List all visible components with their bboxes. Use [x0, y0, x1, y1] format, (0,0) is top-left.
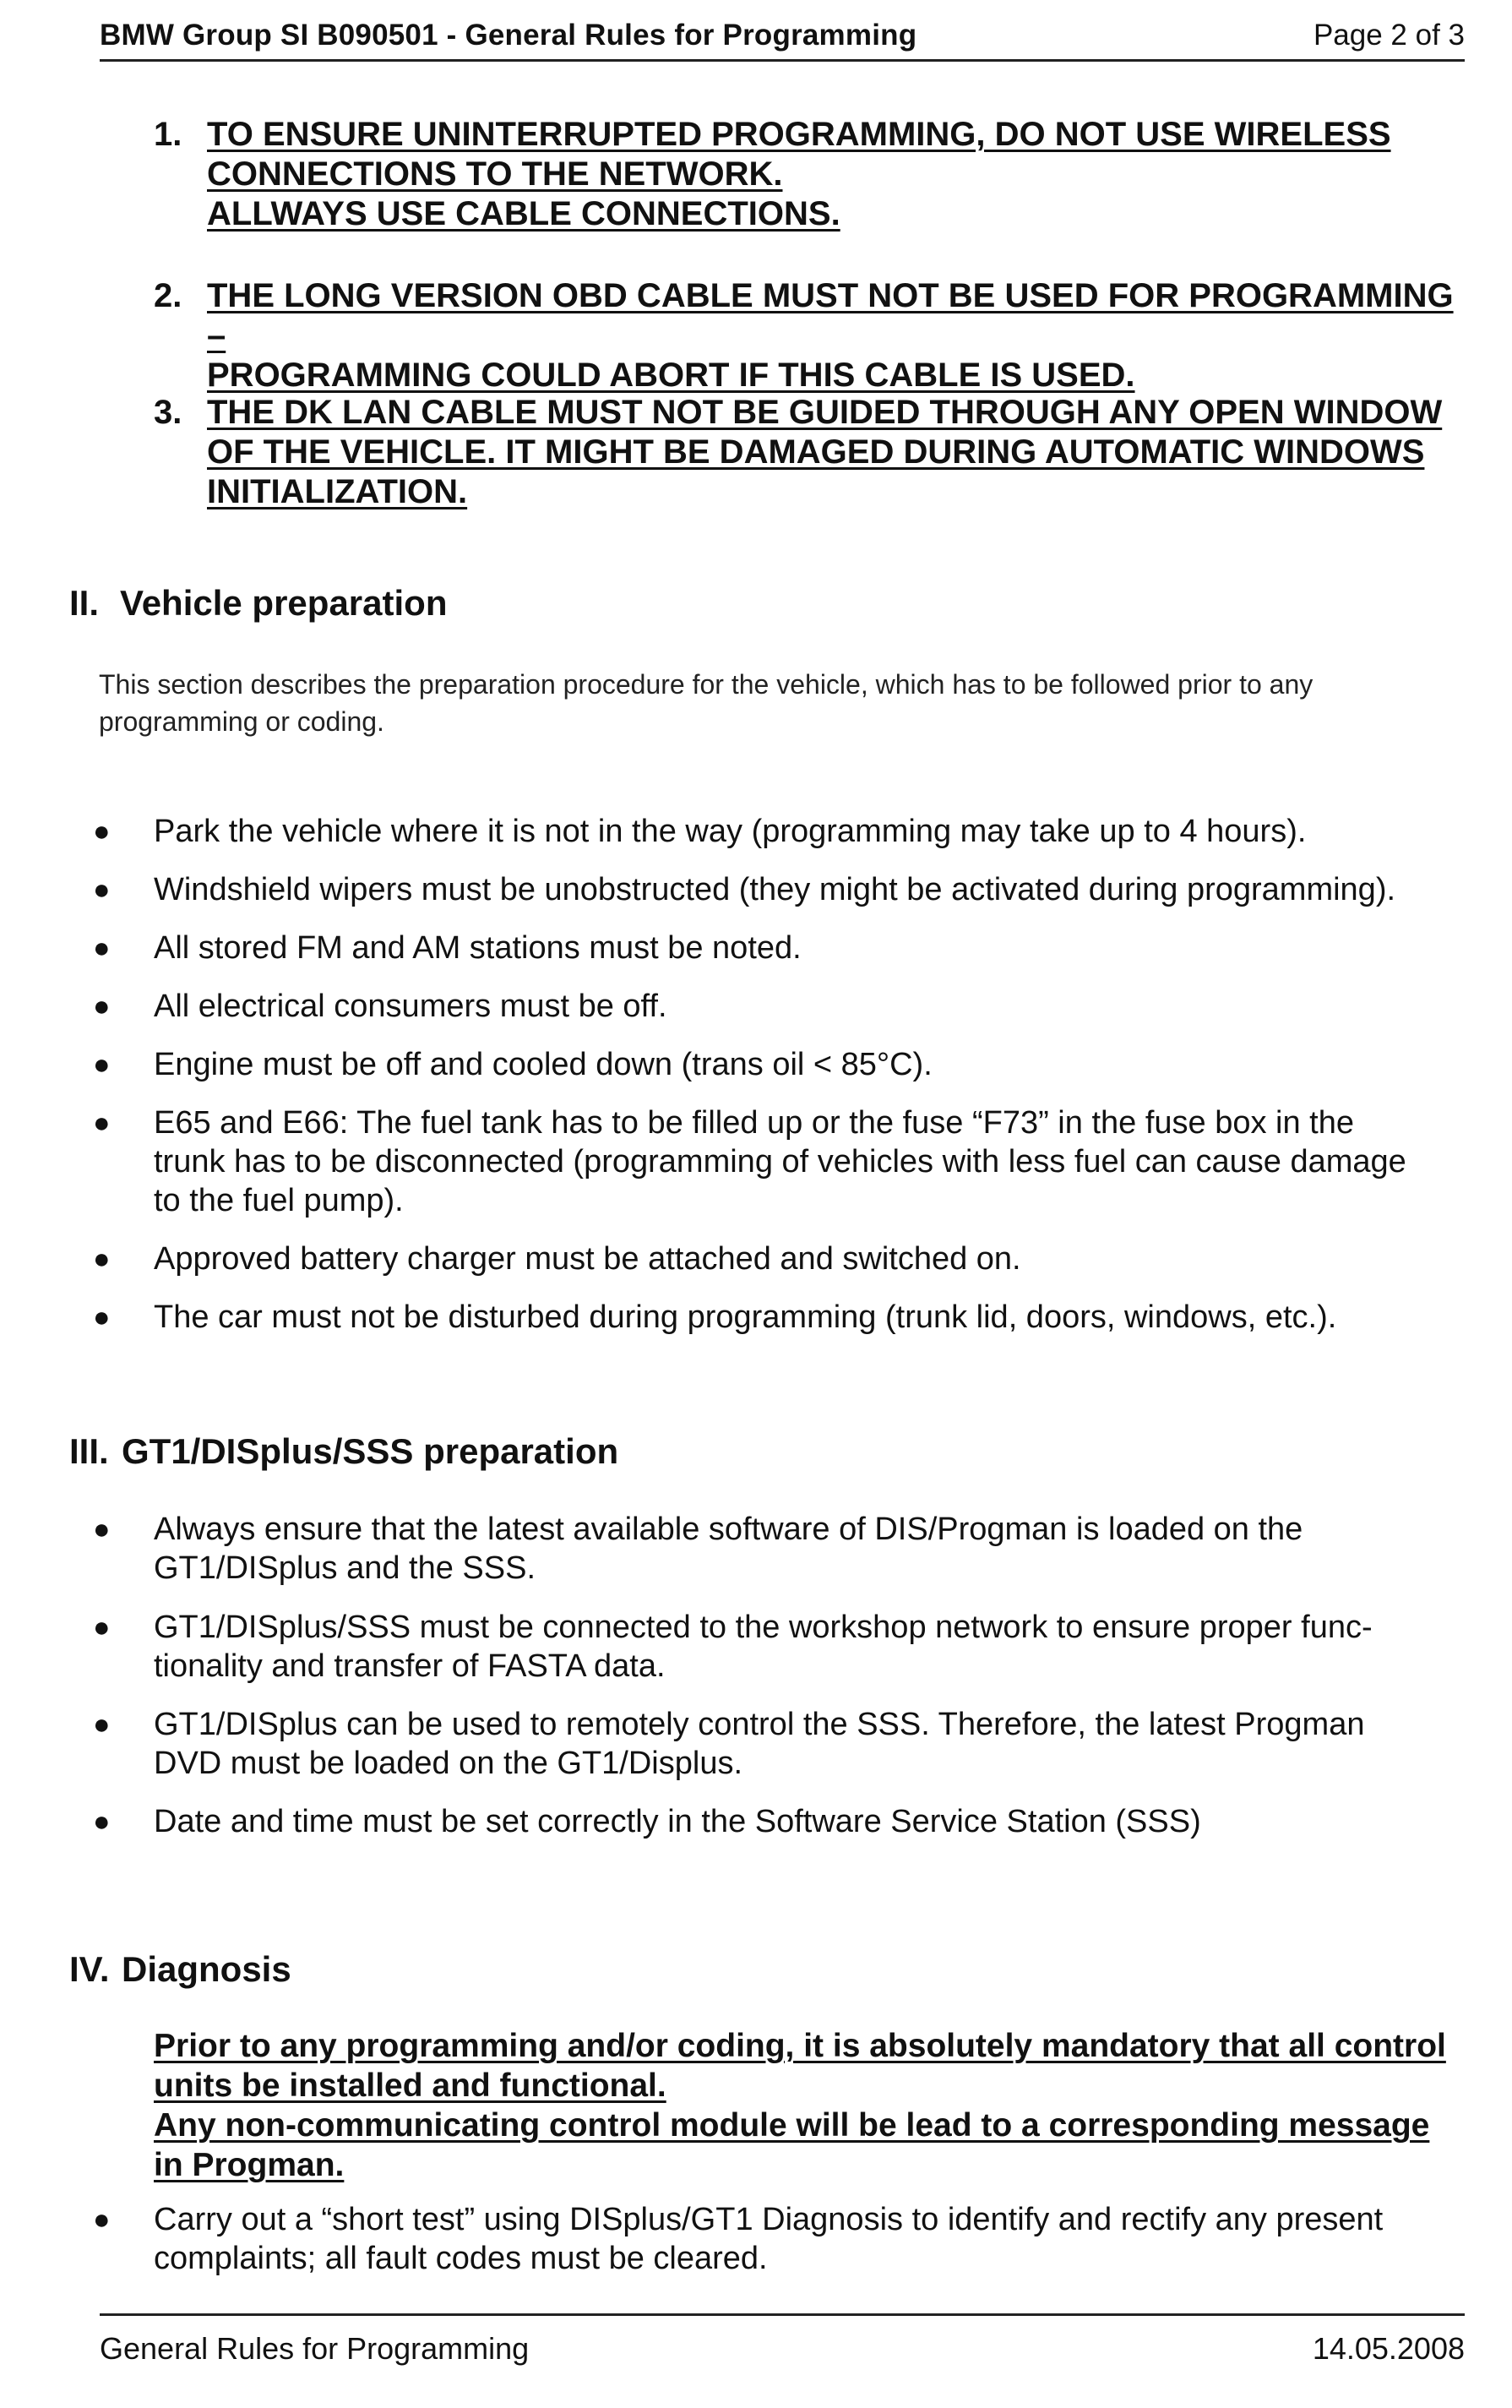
- bullet-text: Approved battery charger must be attached and switched on.: [154, 1241, 1021, 1277]
- bullet-text: GT1/DISplus can be used to remotely control the SSS. Therefore, the latest Progman: [154, 1707, 1365, 1742]
- warning-line: THE DK LAN CABLE MUST NOT BE GUIDED THROUGH ANY OPEN WINDOW: [207, 394, 1443, 431]
- bullet-text: The car must not be disturbed during programming (trunk lid, doors, windows, etc.).: [154, 1299, 1337, 1335]
- bullet-icon: ●: [93, 874, 111, 906]
- bullet-icon: ●: [93, 1107, 111, 1139]
- bullet-text: E65 and E66: The fuel tank has to be filled up or the fuse “F73” in the fuse box in the: [154, 1105, 1354, 1141]
- header-title: BMW Group SI B090501 - General Rules for Programming: [100, 19, 917, 52]
- bullet-icon: ●: [93, 1708, 111, 1741]
- section-heading-gt1-preparation: [69, 1431, 618, 1472]
- warning-line: CONNECTIONS TO THE NETWORK.: [207, 155, 783, 193]
- warning-line: THE LONG VERSION OBD CABLE MUST NOT BE USED FOR PROGRAMMING –: [207, 277, 1454, 354]
- bullet-icon: ●: [93, 1301, 111, 1333]
- page-header: [100, 12, 1465, 62]
- section-number: III.: [69, 1431, 109, 1471]
- bullet-text: DVD must be loaded on the GT1/Displus.: [154, 1746, 743, 1781]
- bullet-text: Date and time must be set correctly in the Software Service Station (SSS): [154, 1804, 1201, 1839]
- bullet-icon: ●: [93, 990, 111, 1022]
- diagnosis-mandatory-note: [154, 2026, 1471, 2185]
- bullet-text: All electrical consumers must be off.: [154, 989, 667, 1024]
- intro-line: This section describes the preparation procedure for the vehicle, which has to be followed prior to any: [99, 669, 1313, 700]
- bullet-icon: ●: [93, 1513, 111, 1545]
- mandatory-line: Prior to any programming and/or coding, it is absolutely mandatory that all control: [154, 2028, 1446, 2064]
- footer-title: General Rules for Programming: [100, 2331, 530, 2366]
- section-heading-diagnosis: [69, 1949, 291, 1990]
- bullet-text: Always ensure that the latest available software of DIS/Progman is loaded on the: [154, 1512, 1303, 1547]
- warning-line: ALLWAYS USE CABLE CONNECTIONS.: [207, 195, 840, 232]
- bullet-text: GT1/DISplus/SSS must be connected to the workshop network to ensure proper func-: [154, 1610, 1373, 1645]
- bullet-text: complaints; all fault codes must be cleared.: [154, 2241, 768, 2276]
- warning-text: [207, 393, 1474, 512]
- bullet-text: to the fuel pump).: [154, 1183, 404, 1218]
- warning-number: 2.: [154, 277, 182, 314]
- bullet-icon: ●: [93, 1806, 111, 1838]
- intro-line: programming or coding.: [99, 706, 384, 737]
- bullet-icon: ●: [93, 815, 111, 847]
- bullet-text: tionality and transfer of FASTA data.: [154, 1648, 666, 1684]
- bullet-text: GT1/DISplus and the SSS.: [154, 1550, 536, 1586]
- section-heading-vehicle-preparation: [69, 583, 447, 624]
- footer-date: 14.05.2008: [1312, 2331, 1465, 2366]
- bullet-text: All stored FM and AM stations must be noted.: [154, 930, 802, 966]
- bullet-icon: ●: [93, 1049, 111, 1081]
- warning-number: 1.: [154, 116, 182, 153]
- bullet-text: Park the vehicle where it is not in the way (programming may take up to 4 hours).: [154, 814, 1307, 849]
- section-title: Diagnosis: [122, 1949, 291, 1989]
- bullet-text: Windshield wipers must be unobstructed (they might be activated during programming).: [154, 872, 1396, 907]
- page-footer: [100, 2313, 1465, 2367]
- bullet-text: trunk has to be disconnected (programming of vehicles with less fuel can cause damage: [154, 1144, 1406, 1179]
- warning-line: PROGRAMMING COULD ABORT IF THIS CABLE IS USED.: [207, 357, 1135, 394]
- bullet-icon: ●: [93, 1243, 111, 1275]
- section-title: Vehicle preparation: [120, 583, 448, 623]
- bullet-text: Engine must be off and cooled down (trans oil < 85°C).: [154, 1047, 933, 1082]
- mandatory-line: in Progman.: [154, 2147, 345, 2183]
- mandatory-line: units be installed and functional.: [154, 2068, 666, 2104]
- section-intro: [99, 666, 1467, 740]
- bullet-text: Carry out a “short test” using DISplus/GT1 Diagnosis to identify and rectify any present: [154, 2202, 1384, 2237]
- warning-number: 3.: [154, 394, 182, 431]
- section-number: IV.: [69, 1949, 110, 1989]
- mandatory-line: Any non-communicating control module will be lead to a corresponding message: [154, 2107, 1430, 2144]
- warning-text: [207, 276, 1474, 395]
- bullet-icon: ●: [93, 932, 111, 964]
- warning-line: TO ENSURE UNINTERRUPTED PROGRAMMING, DO NOT USE WIRELESS: [207, 116, 1391, 153]
- warning-text: [207, 115, 1474, 234]
- section-title: GT1/DISplus/SSS preparation: [122, 1431, 619, 1471]
- warning-line: INITIALIZATION.: [207, 473, 468, 510]
- bullet-icon: ●: [93, 1611, 111, 1643]
- bullet-icon: ●: [93, 2204, 111, 2236]
- section-number: II.: [69, 583, 100, 623]
- warning-line: OF THE VEHICLE. IT MIGHT BE DAMAGED DURING AUTOMATIC WINDOWS: [207, 433, 1425, 471]
- header-page-number: Page 2 of 3: [1313, 19, 1465, 52]
